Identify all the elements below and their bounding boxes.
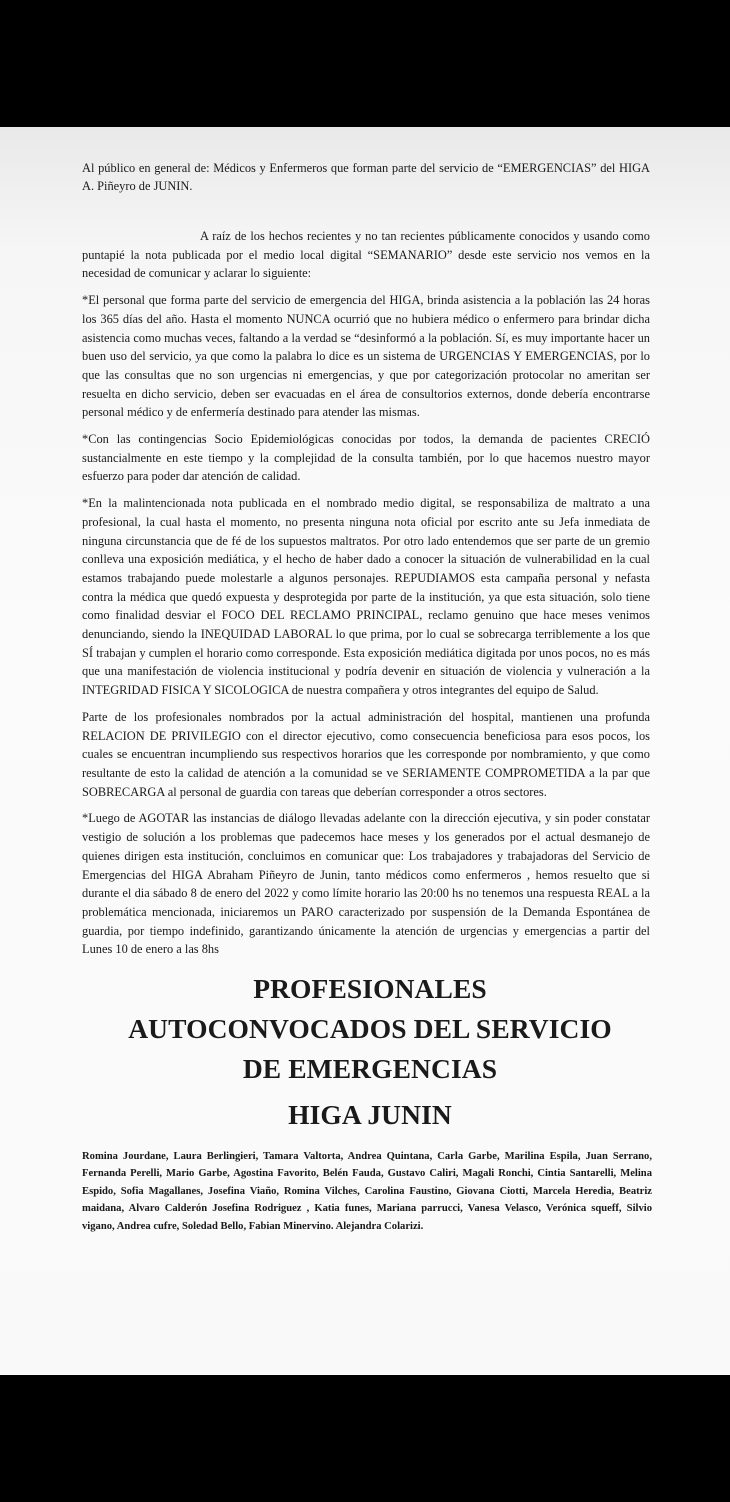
letter-intro: Al público en general de: Médicos y Enfermeros que forman parte del servicio de “EMERGENCIAS” del HIGA A. Piñeyro de JUNIN.	[82, 161, 650, 193]
paragraph-malicious-note: *En la malintencionada nota publicada en el nombrado medio digital, se responsabiliza de maltrato a una profesional, la cual hasta el momento, no presenta ninguna nota oficial por escrito ante su Jefa inmediata de ninguna circunstancia que de fé de los supuestos maltratos. Por otro lado entendemos que ser parte de un gremio conlleva una exposición mediática, y el hecho de haber dado a conocer la situación de vulnerabilidad en la cual estamos trabajando puede molestarle a algunos personajes. REPUDIAMOS esta campaña personal y nefasta contra la médica que quedó expuesta y desprotegida por parte de la institución, ya que esta situación, solo tiene como finalidad desviar el FOCO DEL RECLAMO PRINCIPAL, reclamo genuino que hace meses venimos denunciando, siendo la INEQUIDAD LABORAL lo que prima, por lo cual se sobrecarga terriblemente a los que SÍ trabajan y cumplen el horario como corresponde. Esta exposición mediática digitada por unos pocos, no es más que una manifestación de violencia institucional y podría devenir en situación de violencia y vulneración a la INTEGRIDAD FISICA Y SICOLOGICA de nuestra compañera y otros integrantes del equipo de Salud.	[82, 496, 650, 698]
paragraph-emergency-service: *El personal que forma parte del servicio de emergencia del HIGA, brinda asistencia a la población las 24 horas los 365 días del año. Hasta el momento NUNCA ocurrió que no hubiera médico o enfermero para brindar dicha asistencia como muchas veces, faltando a la verdad se “desinformó a la población. Sí, es muy importante hacer un buen uso del servicio, ya que como la palabra lo dice es un sistema de URGENCIAS Y EMERGENCIAS, por lo que las consultas que no son urgencias ni emergencias, y que por categorización protocolar no ameritan ser resuelta en dicho servicio, deben ser evacuadas en el área de consultorios externos, donde debería encontrarse personal médico y de enfermería destinado para atender las mismas.	[82, 293, 650, 420]
signatures-list: Romina Jourdane, Laura Berlingieri, Tamara Valtorta, Andrea Quintana, Carla Garbe, Marilina Espila, Juan Serrano, Fernanda Perelli, Mario Garbe, Agostina Favorito, Belén Fauda, Gustavo Caliri, Magali Ronchi, Cintia Santarelli, Melina Espido, Sofia Magallanes, Josefina Viaño, Romina Vilches, Carolina Faustino, Giovana Ciotti, Marcela Heredia, Beatriz maidana, Alvaro Calderón Josefina Rodriguez , Katia funes, Mariana parrucci, Vanesa Velasco, Verónica squeff, Silvio vigano, Andrea cufre, Soledad Bello, Fabian Minervino. Alejandra Colarizi.	[82, 1151, 652, 1232]
paragraph-demand: *Con las contingencias Socio Epidemiológicas conocidas por todos, la demanda de pacientes CRECIÓ sustancialmente en este tiempo y la complejidad de la consulta también, por lo que hacemos nuestro mayor esfuerzo para poder dar atención de calidad.	[82, 432, 650, 484]
headline-line: DE EMERGENCIAS	[242, 1053, 498, 1085]
headline-line: PROFESIONALES	[253, 973, 487, 1005]
headline	[78, 969, 662, 1135]
paragraph-strike-notice: *Luego de AGOTAR las instancias de diálogo llevadas adelante con la dirección ejecutiva, y sin poder constatar vestigio de solución a los problemas que padecemos hace meses y los generados por el actual desmanejo de quienes dirigen esta institución, concluimos en comunicar que: Los trabajadores y trabajadoras del Servicio de Emergencias del HIGA Abraham Piñeyro de Junin, tanto médicos como enfermeros , hemos resuelto que si durante el dia sábado 8 de enero del 2022 y como límite horario las 20:00 hs no tenemos una respuesta REAL a la problemática mencionada, iniciaremos un PARO caracterizado por suspensión de la Demanda Espontánea de guardia, por tiempo indefinido, garantizando únicamente la atención de urgencias y emergencias a partir del Lunes 10 de enero a las 8hs	[82, 811, 650, 957]
headline-line: HIGA JUNIN	[288, 1099, 452, 1131]
paragraph-privilege: Parte de los profesionales nombrados por la actual administración del hospital, mantienen una profunda RELACION DE PRIVILEGIO con el director ejecutivo, como consecuencia beneficiosa para esos pocos, los cuales se encuentran incumpliendo sus respectivos horarios que les corresponde por nombramiento, y que como resultante de esto la calidad de atención a la comunidad se ve SERIAMENTE COMPROMETIDA a la par que SOBRECARGA al personal de guardia con tareas que deberían corresponder a otros sectores.	[82, 709, 650, 799]
letter-page	[0, 127, 730, 1375]
headline-line: AUTOCONVOCADOS DEL SERVICIO	[128, 1013, 612, 1045]
paragraph-intro: A raíz de los hechos recientes y no tan recientes públicamente conocidos y usando como puntapié la nota publicada por el medio local digital “SEMANARIO” desde este servicio nos vemos en la necesidad de comunicar y aclarar lo siguiente:	[82, 229, 650, 281]
